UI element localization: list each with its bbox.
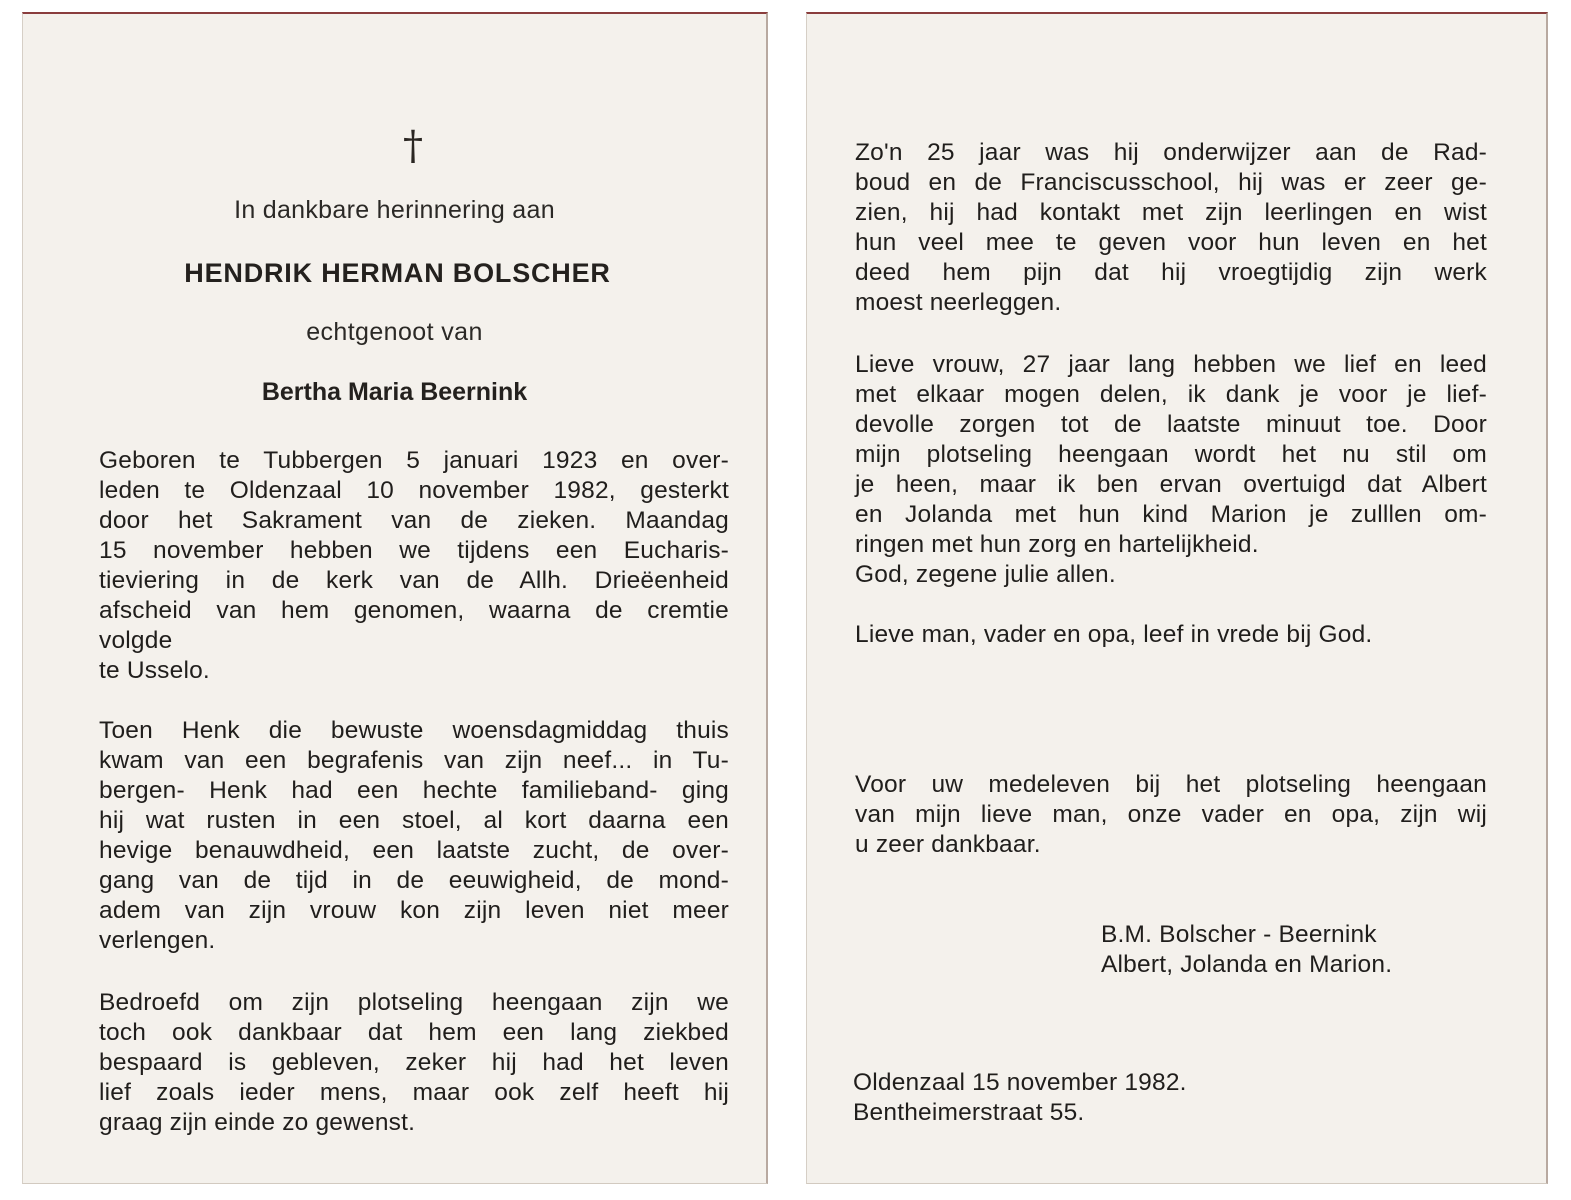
text-line: zien, hij had kontakt met zijn leerlingen en wist bbox=[855, 199, 1487, 226]
text-line: mijn plotseling heengaan wordt het nu stil om bbox=[855, 441, 1487, 468]
text-line: Zo'n 25 jaar was hij onderwijzer aan de Rad- bbox=[855, 139, 1487, 166]
text-line: Lieve man, vader en opa, leef in vrede bij God. bbox=[855, 621, 1373, 648]
text-line: moest neerleggen. bbox=[855, 289, 1062, 316]
text-line: door het Sakrament van de zieken. Maandag bbox=[99, 507, 729, 534]
text-line: leden te Oldenzaal 10 november 1982, gesterkt bbox=[99, 477, 729, 504]
text-line: bespaard is gebleven, zeker hij had het leven bbox=[99, 1049, 729, 1076]
text-line: toch ook dankbaar dat hem een lang ziekbed bbox=[99, 1019, 729, 1046]
text-line: tieviering in de kerk van de Allh. Drieëenheid bbox=[99, 567, 729, 594]
spouse-name: Bertha Maria Beernink bbox=[261, 378, 528, 406]
text-line: van mijn lieve man, onze vader en opa, zijn wij bbox=[855, 801, 1487, 828]
text-line: je heen, maar ik ben ervan overtuigd dat Albert bbox=[855, 471, 1487, 498]
place-date: Oldenzaal 15 november 1982. bbox=[853, 1069, 1187, 1096]
intro-text: In dankbare herinnering aan bbox=[234, 196, 555, 224]
birth-death-paragraph bbox=[99, 446, 729, 686]
gratitude-paragraph bbox=[99, 988, 729, 1138]
text-line: hevige benauwdheid, een laatste zucht, de over- bbox=[99, 837, 729, 864]
left-page bbox=[22, 12, 768, 1184]
place-date-block bbox=[853, 1068, 1187, 1128]
text-line: bergen- Henk had een hechte familieband- ging bbox=[99, 777, 729, 804]
text-line: verlengen. bbox=[99, 927, 216, 954]
text-line: Geboren te Tubbergen 5 januari 1923 en over- bbox=[99, 447, 729, 474]
text-line: lief zoals ieder mens, maar ook zelf heeft hij bbox=[99, 1079, 729, 1106]
text-line: Toen Henk die bewuste woensdagmiddag thuis bbox=[99, 717, 729, 744]
thanks-paragraph bbox=[855, 770, 1487, 860]
text-line: 15 november hebben we tijdens een Eucharis- bbox=[99, 537, 729, 564]
text-line: God, zegene julie allen. bbox=[855, 561, 1116, 588]
text-line: hun veel mee te geven voor hun leven en het bbox=[855, 229, 1487, 256]
text-line: devolle zorgen tot de laatste minuut toe. Door bbox=[855, 411, 1487, 438]
text-line: met elkaar mogen delen, ik dank je voor je lief- bbox=[855, 381, 1487, 408]
right-page bbox=[806, 12, 1548, 1184]
text-line: Lieve vrouw, 27 jaar lang hebben we lief en leed bbox=[855, 351, 1487, 378]
career-paragraph bbox=[855, 138, 1487, 318]
text-line: gang van de tijd in de eeuwigheid, de mond- bbox=[99, 867, 729, 894]
text-line: te Usselo. bbox=[99, 657, 210, 684]
text-line: volgde bbox=[99, 627, 173, 654]
text-line: kwam van een begrafenis van zijn neef... in Tu- bbox=[99, 747, 729, 774]
farewell-line bbox=[855, 620, 1487, 650]
signature-line: B.M. Bolscher - Beernink bbox=[1101, 921, 1377, 948]
wife-farewell-paragraph bbox=[855, 350, 1487, 590]
signature-line: Albert, Jolanda en Marion. bbox=[1101, 951, 1393, 978]
text-line: afscheid van hem genomen, waarna de cremtie bbox=[99, 597, 729, 624]
text-line: adem van zijn vrouw kon zijn leven niet meer bbox=[99, 897, 729, 924]
text-line: Bedroefd om zijn plotseling heengaan zijn we bbox=[99, 989, 729, 1016]
text-line: hij wat rusten in een stoel, al kort daarna een bbox=[99, 807, 729, 834]
memory-paragraph bbox=[99, 716, 729, 956]
spouse-label: echtgenoot van bbox=[306, 318, 483, 346]
text-line: boud en de Franciscusschool, hij was er zeer ge- bbox=[855, 169, 1487, 196]
text-line: Voor uw medeleven bij het plotseling heengaan bbox=[855, 771, 1487, 798]
signature-block bbox=[1101, 920, 1392, 980]
text-line: graag zijn einde zo gewenst. bbox=[99, 1109, 416, 1136]
cross-icon: † bbox=[403, 123, 423, 169]
address: Bentheimerstraat 55. bbox=[853, 1099, 1085, 1126]
text-line: u zeer dankbaar. bbox=[855, 831, 1041, 858]
deceased-name: HENDRIK HERMAN BOLSCHER bbox=[184, 258, 611, 288]
text-line: deed hem pijn dat hij vroegtijdig zijn werk bbox=[855, 259, 1487, 286]
text-line: en Jolanda met hun kind Marion je zulllen om- bbox=[855, 501, 1487, 528]
text-line: ringen met hun zorg en hartelijkheid. bbox=[855, 531, 1259, 558]
